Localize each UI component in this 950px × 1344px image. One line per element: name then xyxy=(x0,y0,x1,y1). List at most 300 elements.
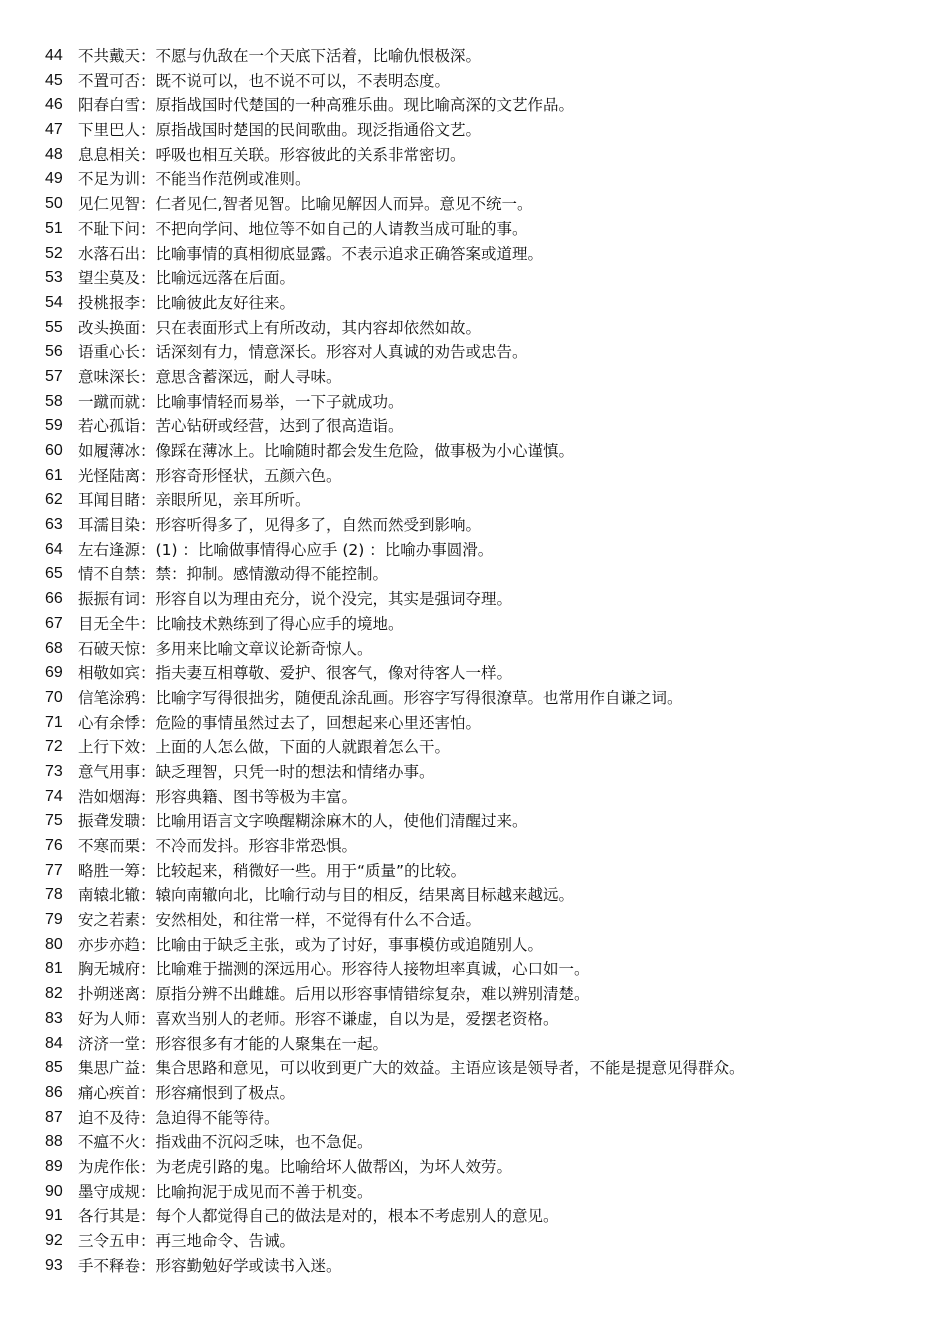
idiom-definition: 原指战国时楚国的民间歌曲。现泛指通俗文艺。 xyxy=(155,121,482,140)
idiom-entry xyxy=(0,1204,950,1229)
term-separator: ： xyxy=(140,664,156,683)
idiom-definition: 比喻彼此友好往来。 xyxy=(155,293,296,312)
entry-body xyxy=(78,587,512,612)
entry-number: 64 xyxy=(45,540,63,558)
idiom-term: 不共戴天 xyxy=(78,47,141,65)
idiom-term: 迫不及待 xyxy=(78,1108,141,1127)
idiom-definition: 比喻拘泥于成见而不善于机变。 xyxy=(155,1182,373,1201)
idiom-definition: 指夫妻互相尊敬、爱护、很客气，像对待客人一样。 xyxy=(155,664,513,683)
entry-number: 52 xyxy=(45,244,63,262)
entry-body xyxy=(78,982,590,1007)
entry-number: 83 xyxy=(45,1009,63,1027)
idiom-definition: 指戏曲不沉闷乏味，也不急促。 xyxy=(155,1133,373,1152)
idiom-definition: 话深刻有力，情意深长。形容对人真诚的劝告或忠告。 xyxy=(155,343,528,362)
entry-body xyxy=(78,414,404,439)
entry-body xyxy=(78,859,466,884)
idiom-term: 一蹴而就 xyxy=(78,392,141,411)
idiom-definition: 形容听得多了，见得多了，自然而然受到影响。 xyxy=(155,516,482,535)
idiom-term: 不寒而栗 xyxy=(78,837,141,855)
term-separator: ： xyxy=(140,614,156,633)
term-separator: ： xyxy=(140,269,156,288)
idiom-term: 为虎作伥 xyxy=(78,1157,141,1176)
entry-body xyxy=(78,883,574,908)
idiom-definition: 上面的人怎么做，下面的人就跟着怎么干。 xyxy=(155,738,451,757)
idiom-entry xyxy=(0,933,950,958)
idiom-entry xyxy=(0,439,950,464)
idiom-entry xyxy=(0,414,950,439)
entry-body xyxy=(78,1254,342,1279)
term-separator: ： xyxy=(140,343,156,362)
entry-number: 90 xyxy=(45,1182,63,1200)
idiom-definition: 为老虎引路的鬼。比喻给坏人做帮凶，为坏人效劳。 xyxy=(155,1157,513,1176)
idiom-term: 若心孤诣 xyxy=(78,417,141,436)
term-separator: ： xyxy=(140,293,156,312)
entry-body xyxy=(78,1155,512,1180)
idiom-entry xyxy=(0,809,950,834)
idiom-entry xyxy=(0,785,950,810)
term-separator: ： xyxy=(140,1182,156,1201)
idiom-entry xyxy=(0,834,950,859)
entry-number: 55 xyxy=(45,318,63,336)
idiom-definition: 呼吸也相互关联。形容彼此的关系非常密切。 xyxy=(155,145,466,164)
idiom-entry xyxy=(0,587,950,612)
idiom-entry xyxy=(0,612,950,637)
idiom-term: 胸无城府 xyxy=(78,960,141,979)
idiom-term: 光怪陆离 xyxy=(78,466,141,485)
idiom-definition: 不能当作范例或准则。 xyxy=(155,170,311,189)
term-separator: ： xyxy=(140,466,156,485)
term-separator: ： xyxy=(140,1083,156,1102)
idiom-term: 左右逢源 xyxy=(78,540,141,559)
idiom-definition: 辕向南辙向北，比喻行动与目的相反，结果离目标越来越远。 xyxy=(155,886,575,905)
entry-number: 73 xyxy=(45,762,63,780)
idiom-term: 南辕北辙 xyxy=(78,886,141,905)
term-separator: ： xyxy=(140,861,156,880)
entry-number: 47 xyxy=(45,121,63,139)
idiom-term: 石破天惊 xyxy=(78,639,141,658)
idiom-term: 情不自禁 xyxy=(78,565,141,584)
idiom-entry xyxy=(0,266,950,291)
entry-number: 81 xyxy=(45,960,63,978)
idiom-entry xyxy=(0,661,950,686)
term-separator: ： xyxy=(140,812,156,831)
entry-body xyxy=(78,192,532,217)
term-separator: ： xyxy=(140,121,156,140)
idiom-term: 不足为训 xyxy=(78,170,141,189)
entry-body xyxy=(78,291,295,316)
entry-body xyxy=(78,1130,373,1155)
idiom-entry xyxy=(0,1254,950,1279)
entry-body xyxy=(78,44,481,69)
entry-body xyxy=(78,217,528,242)
idiom-term: 不瘟不火 xyxy=(78,1133,141,1152)
idiom-definition: 再三地命令、告诫。 xyxy=(155,1232,296,1250)
idiom-term: 不耻下问 xyxy=(78,219,141,238)
idiom-term: 济济一堂 xyxy=(78,1034,141,1053)
idiom-term: 亦步亦趋 xyxy=(78,935,141,954)
idiom-entry xyxy=(0,464,950,489)
idiom-entry xyxy=(0,735,950,760)
entry-number: 58 xyxy=(45,392,63,410)
idiom-definition: (1) ：比喻做事情得心应手 (2) ：比喻办事圆滑。 xyxy=(155,540,494,559)
entry-body xyxy=(78,266,295,291)
idiom-entry xyxy=(0,316,950,341)
idiom-definition: 比喻技术熟练到了得心应手的境地。 xyxy=(155,614,404,633)
entry-number: 93 xyxy=(45,1256,63,1274)
entry-number: 69 xyxy=(45,664,63,682)
term-separator: ： xyxy=(140,639,156,658)
entry-body xyxy=(78,167,311,192)
entry-body xyxy=(78,735,450,760)
entry-number: 60 xyxy=(45,442,63,459)
idiom-entry xyxy=(0,217,950,242)
entry-body xyxy=(78,1106,280,1131)
term-separator: ： xyxy=(140,762,156,781)
idiom-definition: 像踩在薄冰上。比喻随时都会发生危险，做事极为小心谨慎。 xyxy=(155,442,575,460)
entry-number: 79 xyxy=(45,911,63,929)
idiom-term: 相敬如宾 xyxy=(78,664,141,683)
idiom-term: 阳春白雪 xyxy=(78,96,141,115)
entry-body xyxy=(78,1229,295,1254)
idiom-definition: 形容典籍、图书等极为丰富。 xyxy=(155,787,358,806)
term-separator: ： xyxy=(140,71,156,90)
idiom-term: 痛心疾首 xyxy=(78,1083,141,1102)
idiom-term: 浩如烟海 xyxy=(78,787,141,806)
idiom-entry xyxy=(0,538,950,563)
entry-body xyxy=(78,760,435,785)
idiom-term: 手不释卷 xyxy=(78,1256,141,1275)
entry-body xyxy=(78,69,450,94)
idiom-entry xyxy=(0,69,950,94)
idiom-entry xyxy=(0,93,950,118)
entry-number: 50 xyxy=(45,195,63,213)
idiom-term: 三令五申 xyxy=(78,1232,141,1250)
entry-body xyxy=(78,242,543,267)
term-separator: ： xyxy=(140,590,156,609)
idiom-entry xyxy=(0,883,950,908)
term-separator: ： xyxy=(140,1157,156,1176)
entry-number: 92 xyxy=(45,1232,63,1249)
idiom-entry xyxy=(0,118,950,143)
idiom-definition: 急迫得不能等待。 xyxy=(155,1108,280,1127)
entry-body xyxy=(78,1007,559,1032)
term-separator: ： xyxy=(140,1133,156,1152)
entry-number: 62 xyxy=(45,491,63,509)
entry-number: 44 xyxy=(45,47,63,64)
idiom-entry xyxy=(0,686,950,711)
entry-body xyxy=(78,390,404,415)
entry-number: 77 xyxy=(45,861,63,879)
idiom-term: 改头换面 xyxy=(78,318,141,337)
idiom-entry xyxy=(0,1229,950,1254)
idiom-entry xyxy=(0,167,950,192)
idiom-entry xyxy=(0,760,950,785)
entry-body xyxy=(78,834,357,859)
idiom-term: 墨守成规 xyxy=(78,1182,141,1201)
idiom-entry xyxy=(0,488,950,513)
entry-body xyxy=(78,513,481,538)
entry-body xyxy=(78,143,466,168)
entry-number: 68 xyxy=(45,639,63,657)
term-separator: ： xyxy=(140,837,156,855)
entry-body xyxy=(78,1032,388,1057)
entry-body xyxy=(78,612,404,637)
entry-number: 84 xyxy=(45,1034,63,1052)
idiom-entry xyxy=(0,513,950,538)
idiom-entry xyxy=(0,390,950,415)
idiom-definition: 比喻事情轻而易举，一下子就成功。 xyxy=(155,392,404,411)
term-separator: ： xyxy=(140,886,156,905)
entry-body xyxy=(78,908,481,933)
term-separator: ： xyxy=(140,985,156,1004)
idiom-entry xyxy=(0,242,950,267)
entry-number: 80 xyxy=(45,935,63,953)
idiom-definition: 比较起来，稍微好一些。用于“质量”的比较。 xyxy=(155,861,467,880)
term-separator: ： xyxy=(140,1256,156,1275)
idiom-entry xyxy=(0,1032,950,1057)
idiom-term: 息息相关 xyxy=(78,145,141,164)
entry-number: 91 xyxy=(45,1207,63,1225)
idiom-entry xyxy=(0,562,950,587)
term-separator: ： xyxy=(140,911,156,930)
idiom-term: 意气用事 xyxy=(78,762,141,781)
idiom-definition: 意思含蓄深远，耐人寻味。 xyxy=(155,367,342,386)
idiom-definition: 形容勤勉好学或读书入迷。 xyxy=(155,1256,342,1275)
entry-body xyxy=(78,637,373,662)
entry-body xyxy=(78,340,528,365)
idiom-term: 不置可否 xyxy=(78,71,141,90)
idiom-entry xyxy=(0,1007,950,1032)
entry-body xyxy=(78,538,493,563)
idiom-definition: 形容很多有才能的人聚集在一起。 xyxy=(155,1034,389,1053)
idiom-term: 望尘莫及 xyxy=(78,269,141,288)
term-separator: ： xyxy=(140,960,156,979)
term-separator: ： xyxy=(140,219,156,238)
entry-number: 82 xyxy=(45,985,63,1003)
idiom-definition: 原指分辨不出雌雄。后用以形容事情错综复杂，难以辨别清楚。 xyxy=(155,985,590,1004)
idiom-definition: 不冷而发抖。形容非常恐惧。 xyxy=(155,837,358,855)
entry-body xyxy=(78,562,388,587)
entry-number: 74 xyxy=(45,787,63,805)
entry-body xyxy=(78,118,481,143)
idiom-definition: 比喻远远落在后面。 xyxy=(155,269,296,288)
entry-body xyxy=(78,809,528,834)
idiom-definition: 既不说可以，也不说不可以，不表明态度。 xyxy=(155,71,451,90)
term-separator: ： xyxy=(140,787,156,806)
term-separator: ： xyxy=(140,1009,156,1028)
term-separator: ： xyxy=(140,417,156,436)
entry-number: 46 xyxy=(45,96,63,114)
term-separator: ： xyxy=(140,1034,156,1053)
entry-number: 78 xyxy=(45,886,63,904)
idiom-entry xyxy=(0,1081,950,1106)
idiom-definition: 多用来比喻文章议论新奇惊人。 xyxy=(155,639,373,658)
term-separator: ： xyxy=(140,540,156,559)
idiom-entry xyxy=(0,711,950,736)
term-separator: ： xyxy=(140,195,156,214)
term-separator: ： xyxy=(140,688,156,707)
term-separator: ： xyxy=(140,392,156,411)
term-separator: ： xyxy=(140,1059,156,1078)
entry-number: 70 xyxy=(45,688,63,706)
idiom-term: 振聋发聩 xyxy=(78,812,141,831)
idiom-definition: 原指战国时代楚国的一种高雅乐曲。现比喻高深的文艺作品。 xyxy=(155,96,575,115)
idiom-entry xyxy=(0,908,950,933)
idiom-entry xyxy=(0,192,950,217)
idiom-definition: 喜欢当别人的老师。形容不谦虚，自以为是，爱摆老资格。 xyxy=(155,1009,559,1028)
entry-body xyxy=(78,1204,559,1229)
idiom-term: 目无全牛 xyxy=(78,614,141,633)
idiom-term: 各行其是 xyxy=(78,1207,141,1226)
idiom-list xyxy=(0,44,950,1278)
term-separator: ： xyxy=(140,244,156,263)
idiom-term: 见仁见智 xyxy=(78,195,141,214)
entry-body xyxy=(78,785,357,810)
term-separator: ： xyxy=(140,516,156,535)
entry-number: 51 xyxy=(45,219,63,237)
idiom-term: 如履薄冰 xyxy=(78,442,141,460)
idiom-definition: 危险的事情虽然过去了，回想起来心里还害怕。 xyxy=(155,713,482,732)
idiom-entry xyxy=(0,291,950,316)
term-separator: ： xyxy=(140,47,156,65)
idiom-entry xyxy=(0,982,950,1007)
entry-body xyxy=(78,661,512,686)
idiom-term: 水落石出 xyxy=(78,244,141,263)
idiom-entry xyxy=(0,1056,950,1081)
idiom-definition: 形容自以为理由充分，说个没完，其实是强词夺理。 xyxy=(155,590,513,609)
idiom-entry xyxy=(0,143,950,168)
idiom-entry xyxy=(0,1155,950,1180)
idiom-definition: 不愿与仇敌在一个天底下活着，比喻仇恨极深。 xyxy=(155,47,482,65)
entry-number: 45 xyxy=(45,71,63,89)
term-separator: ： xyxy=(140,318,156,337)
entry-number: 61 xyxy=(45,466,63,484)
entry-number: 67 xyxy=(45,614,63,632)
entry-number: 57 xyxy=(45,367,63,385)
entry-body xyxy=(78,316,481,341)
entry-number: 53 xyxy=(45,269,63,287)
entry-body xyxy=(78,464,342,489)
entry-number: 65 xyxy=(45,565,63,583)
idiom-term: 扑朔迷离 xyxy=(78,985,141,1004)
idiom-term: 好为人师 xyxy=(78,1009,141,1028)
term-separator: ： xyxy=(140,1232,156,1250)
idiom-definition: 比喻字写得很拙劣，随便乱涂乱画。形容字写得很潦草。也常用作自谦之词。 xyxy=(155,688,683,707)
idiom-entry xyxy=(0,637,950,662)
idiom-term: 下里巴人 xyxy=(78,121,141,140)
entry-number: 49 xyxy=(45,170,63,188)
term-separator: ： xyxy=(140,170,156,189)
entry-number: 63 xyxy=(45,516,63,534)
entry-number: 87 xyxy=(45,1108,63,1126)
idiom-term: 语重心长 xyxy=(78,343,141,362)
idiom-definition: 比喻由于缺乏主张，或为了讨好，事事模仿或追随别人。 xyxy=(155,935,544,954)
entry-body xyxy=(78,365,342,390)
idiom-definition: 比喻难于揣测的深远用心。形容待人接物坦率真诚，心口如一。 xyxy=(155,960,590,979)
entry-number: 75 xyxy=(45,812,63,830)
entry-body xyxy=(78,1081,295,1106)
idiom-entry xyxy=(0,859,950,884)
entry-body xyxy=(78,933,543,958)
entry-number: 72 xyxy=(45,738,63,756)
idiom-definition: 苦心钻研或经营，达到了很高造诣。 xyxy=(155,417,404,436)
idiom-entry xyxy=(0,365,950,390)
entry-number: 89 xyxy=(45,1157,63,1175)
idiom-definition: 安然相处，和往常一样，不觉得有什么不合适。 xyxy=(155,911,482,930)
idiom-definition: 缺乏理智，只凭一时的想法和情绪办事。 xyxy=(155,762,435,781)
idiom-term: 上行下效 xyxy=(78,738,141,757)
entry-body xyxy=(78,488,311,513)
idiom-term: 略胜一筹 xyxy=(78,861,141,880)
term-separator: ： xyxy=(140,442,156,460)
idiom-entry xyxy=(0,1180,950,1205)
idiom-term: 振振有词 xyxy=(78,590,141,609)
idiom-entry xyxy=(0,957,950,982)
entry-number: 76 xyxy=(45,837,63,854)
idiom-definition: 形容痛恨到了极点。 xyxy=(155,1083,296,1102)
entry-number: 56 xyxy=(45,343,63,361)
term-separator: ： xyxy=(140,738,156,757)
entry-number: 54 xyxy=(45,293,63,311)
idiom-entry xyxy=(0,44,950,69)
idiom-definition: 形容奇形怪状，五颜六色。 xyxy=(155,466,342,485)
idiom-term: 信笔涂鸦 xyxy=(78,688,141,707)
entry-number: 59 xyxy=(45,417,63,435)
entry-number: 66 xyxy=(45,590,63,608)
term-separator: ： xyxy=(140,935,156,954)
entry-number: 71 xyxy=(45,713,63,731)
idiom-term: 耳濡目染 xyxy=(78,516,141,535)
term-separator: ： xyxy=(140,1207,156,1226)
idiom-term: 意味深长 xyxy=(78,367,141,386)
entry-body xyxy=(78,686,683,711)
entry-body xyxy=(78,711,481,736)
idiom-definition: 不把向学问、地位等不如自己的人请教当成可耻的事。 xyxy=(155,219,528,238)
term-separator: ： xyxy=(140,713,156,732)
idiom-definition: 亲眼所见，亲耳所听。 xyxy=(155,491,311,510)
idiom-definition: 每个人都觉得自己的做法是对的，根本不考虑别人的意见。 xyxy=(155,1207,559,1226)
entry-body xyxy=(78,1180,373,1205)
idiom-definition: 比喻用语言文字唤醒糊涂麻木的人，使他们清醒过来。 xyxy=(155,812,528,831)
entry-body xyxy=(78,957,590,982)
entry-body xyxy=(78,93,574,118)
idiom-term: 集思广益 xyxy=(78,1059,141,1078)
entry-body xyxy=(78,1056,745,1081)
idiom-term: 耳闻目睹 xyxy=(78,491,141,510)
idiom-definition: 比喻事情的真相彻底显露。不表示追求正确答案或道理。 xyxy=(155,244,544,263)
idiom-definition: 只在表面形式上有所改动，其内容却依然如故。 xyxy=(155,318,482,337)
term-separator: ： xyxy=(140,367,156,386)
term-separator: ： xyxy=(140,145,156,164)
idiom-term: 安之若素 xyxy=(78,911,141,930)
entry-number: 48 xyxy=(45,145,63,163)
entry-number: 85 xyxy=(45,1059,63,1077)
idiom-entry xyxy=(0,1130,950,1155)
entry-number: 86 xyxy=(45,1083,63,1101)
entry-body xyxy=(78,439,574,464)
idiom-definition: 仁者见仁,智者见智。比喻见解因人而异。意见不统一。 xyxy=(155,195,533,214)
idiom-entry xyxy=(0,340,950,365)
term-separator: ： xyxy=(140,96,156,115)
idiom-term: 心有余悸 xyxy=(78,713,141,732)
idiom-term: 投桃报李 xyxy=(78,293,141,312)
term-separator: ： xyxy=(140,1108,156,1127)
idiom-definition: 集合思路和意见，可以收到更广大的效益。主语应该是领导者，不能是提意见得群众。 xyxy=(155,1059,745,1078)
idiom-entry xyxy=(0,1106,950,1131)
entry-number: 88 xyxy=(45,1133,63,1151)
term-separator: ： xyxy=(140,491,156,510)
idiom-definition: 禁：抑制。感情激动得不能控制。 xyxy=(155,565,389,584)
